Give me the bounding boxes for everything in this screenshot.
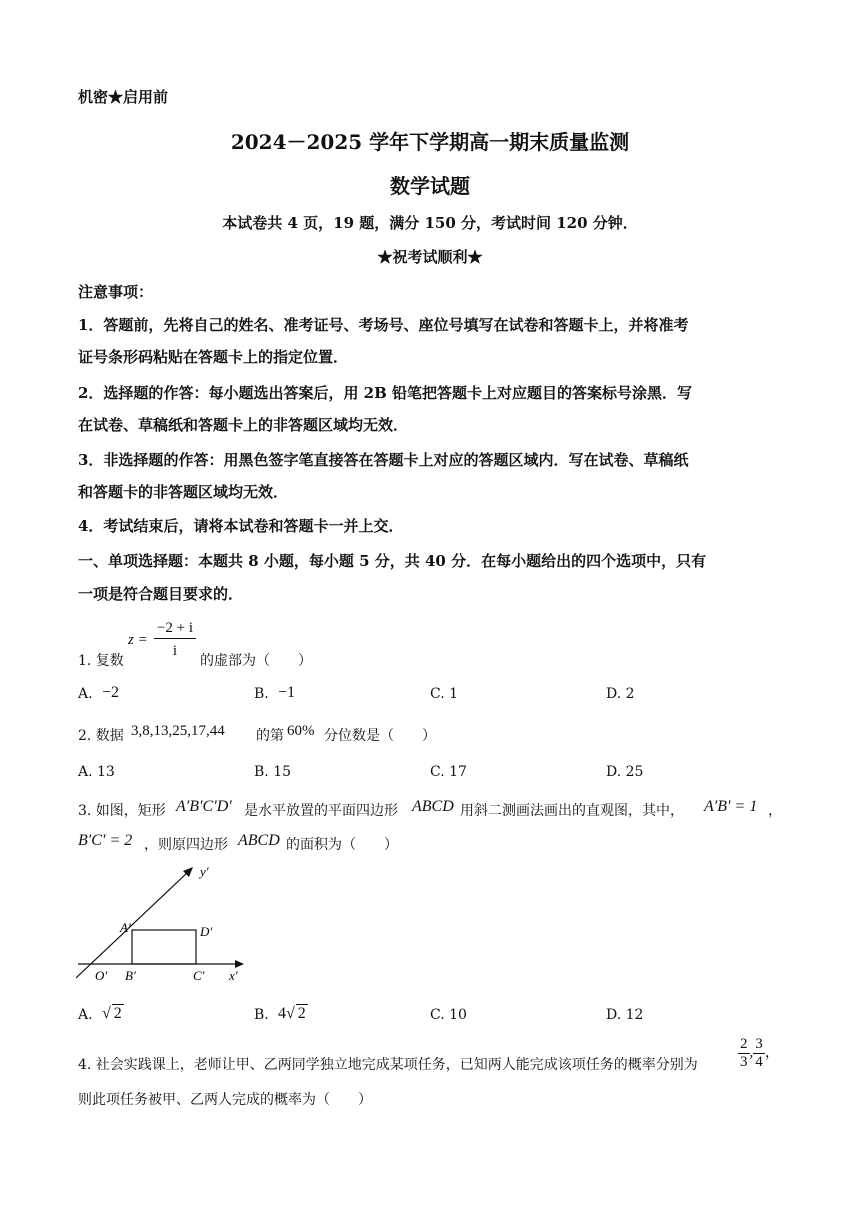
notes-heading: 注意事项：: [78, 283, 154, 301]
note-1-line2: 证号条形码粘贴在答题卡上的指定位置．: [78, 348, 349, 366]
q1-option-b-value: −1: [278, 684, 296, 701]
q3-line2: ，则原四边形: [144, 837, 228, 853]
q3-option-c: C. 10: [430, 1007, 467, 1023]
label-d: D′: [200, 924, 213, 939]
note-3-line2: 和答题卡的非答题区域均无效．: [78, 483, 289, 501]
q1-suffix: 的虚部为（ ）: [200, 653, 312, 669]
q3-option-b-value: 4√ 2: [278, 1005, 306, 1022]
frac2-den: 4: [755, 1053, 763, 1070]
q4-line1: 4. 社会实践课上，老师让甲、乙两同学独立地完成某项任务，已知两人能完成该项任务的概率分别为: [78, 1057, 698, 1073]
q2-option-c: C. 17: [430, 764, 467, 780]
x-axis-arrow: [235, 960, 244, 968]
sqrt-coefficient: 4: [278, 1005, 286, 1022]
frac1-den: 3: [740, 1053, 748, 1070]
q1-numerator: −2 + i: [154, 620, 196, 639]
q2-option-d: D. 25: [606, 764, 644, 780]
sqrt-radicand: 2: [113, 1005, 122, 1022]
q2-option-b: B. 15: [254, 764, 292, 780]
note-2-line1: 2．选择题的作答：每小题选出答案后，用 2B 铅笔把答题卡上对应题目的答案标号涂黑．写: [78, 384, 693, 402]
label-x: x′: [229, 968, 238, 983]
note-4: 4．考试结束后，请将本试卷和答题卡一并上交．: [78, 517, 404, 535]
q1-denominator: i: [172, 643, 178, 659]
q2-middle: 的第: [256, 728, 284, 744]
rect-abcd-prime: [132, 930, 196, 964]
q2-suffix: 分位数是（ ）: [324, 728, 436, 744]
exam-info: 本试卷共 4 页，19 题，满分 150 分，考试时间 120 分钟．: [222, 214, 638, 232]
q2-data: 3,8,13,25,17,44: [131, 723, 225, 739]
q2-option-a: A. 13: [78, 764, 115, 780]
q1-option-a-label: A.: [78, 686, 93, 702]
q2-percent: 60%: [287, 723, 315, 739]
fraction-separator: ,: [749, 1044, 754, 1061]
subject-title: 数学试题: [390, 174, 470, 198]
note-3-line1: 3．非选择题的作答：用黑色签字笔直接答在答题卡上对应的答题区域内．写在试卷、草稿纸: [78, 451, 689, 469]
q3-option-a-label: A.: [78, 1007, 93, 1023]
label-o: O′: [95, 968, 108, 983]
label-c: C′: [193, 968, 205, 983]
q1-prefix: 1. 复数: [78, 653, 124, 669]
oblique-projection-figure: [76, 862, 256, 986]
section-1-line2: 一项是符合题目要求的．: [78, 585, 244, 603]
q4-probabilities: [738, 1036, 780, 1070]
q3-line1-c: 用斜二测画法画出的直观图，其中，: [460, 803, 684, 819]
section-1-line1: 一、单项选择题：本题共 8 小题，每小题 5 分，共 40 分．在每小题给出的四个选项中，只有: [78, 552, 707, 570]
exam-title: 2024－2025 学年下学期高一期末质量监测: [230, 130, 630, 154]
sqrt-radicand: 2: [297, 1005, 306, 1022]
q3-comma: ，: [768, 803, 782, 819]
label-a: A′: [120, 920, 131, 935]
q1-option-d: D. 2: [606, 686, 635, 702]
q4-line2: 则此项任务被甲、乙两人完成的概率为（ ）: [78, 1092, 372, 1108]
q2-prefix: 2. 数据: [78, 728, 124, 744]
label-y: y′: [200, 864, 209, 879]
note-2-line2: 在试卷、草稿纸和答题卡上的非答题区域均无效．: [78, 416, 409, 434]
q1-option-b-label: B.: [254, 686, 269, 702]
label-b: B′: [125, 968, 136, 983]
q3-option-b-label: B.: [254, 1007, 269, 1023]
fraction-three-quarters: [753, 1036, 765, 1070]
note-1-line1: 1．答题前，先将自己的姓名、准考证号、考场号、座位号填写在试卷和答题卡上，并将准考: [78, 316, 689, 334]
q3-ab-eq: A′B′ = 1: [704, 798, 758, 815]
wish-line: ★祝考试顺利★: [377, 248, 483, 266]
q3-abcd: ABCD: [412, 798, 454, 815]
q3-line2-b: 的面积为（ ）: [286, 837, 398, 853]
frac2-num: 3: [755, 1036, 763, 1052]
q3-rect-prime: A′B′C′D′: [176, 798, 232, 815]
q1-option-a-value: −2: [102, 684, 120, 701]
q3-abcd-2: ABCD: [238, 832, 280, 849]
fraction-two-thirds: [738, 1036, 750, 1070]
frac1-num: 2: [740, 1036, 748, 1052]
q1-option-c: C. 1: [430, 686, 459, 702]
q3-bc-eq: B′C′ = 2: [78, 832, 133, 849]
q4-line1-tail: ，: [764, 1044, 780, 1061]
q1-z-eq: z =: [128, 632, 148, 648]
q3-option-a-value: √ 2: [102, 1005, 122, 1022]
q3-line1-a: 3. 如图，矩形: [78, 803, 166, 819]
q3-line1-b: 是水平放置的平面四边形: [244, 803, 398, 819]
q3-option-d: D. 12: [606, 1007, 644, 1023]
secret-label: 机密★启用前: [78, 88, 169, 106]
